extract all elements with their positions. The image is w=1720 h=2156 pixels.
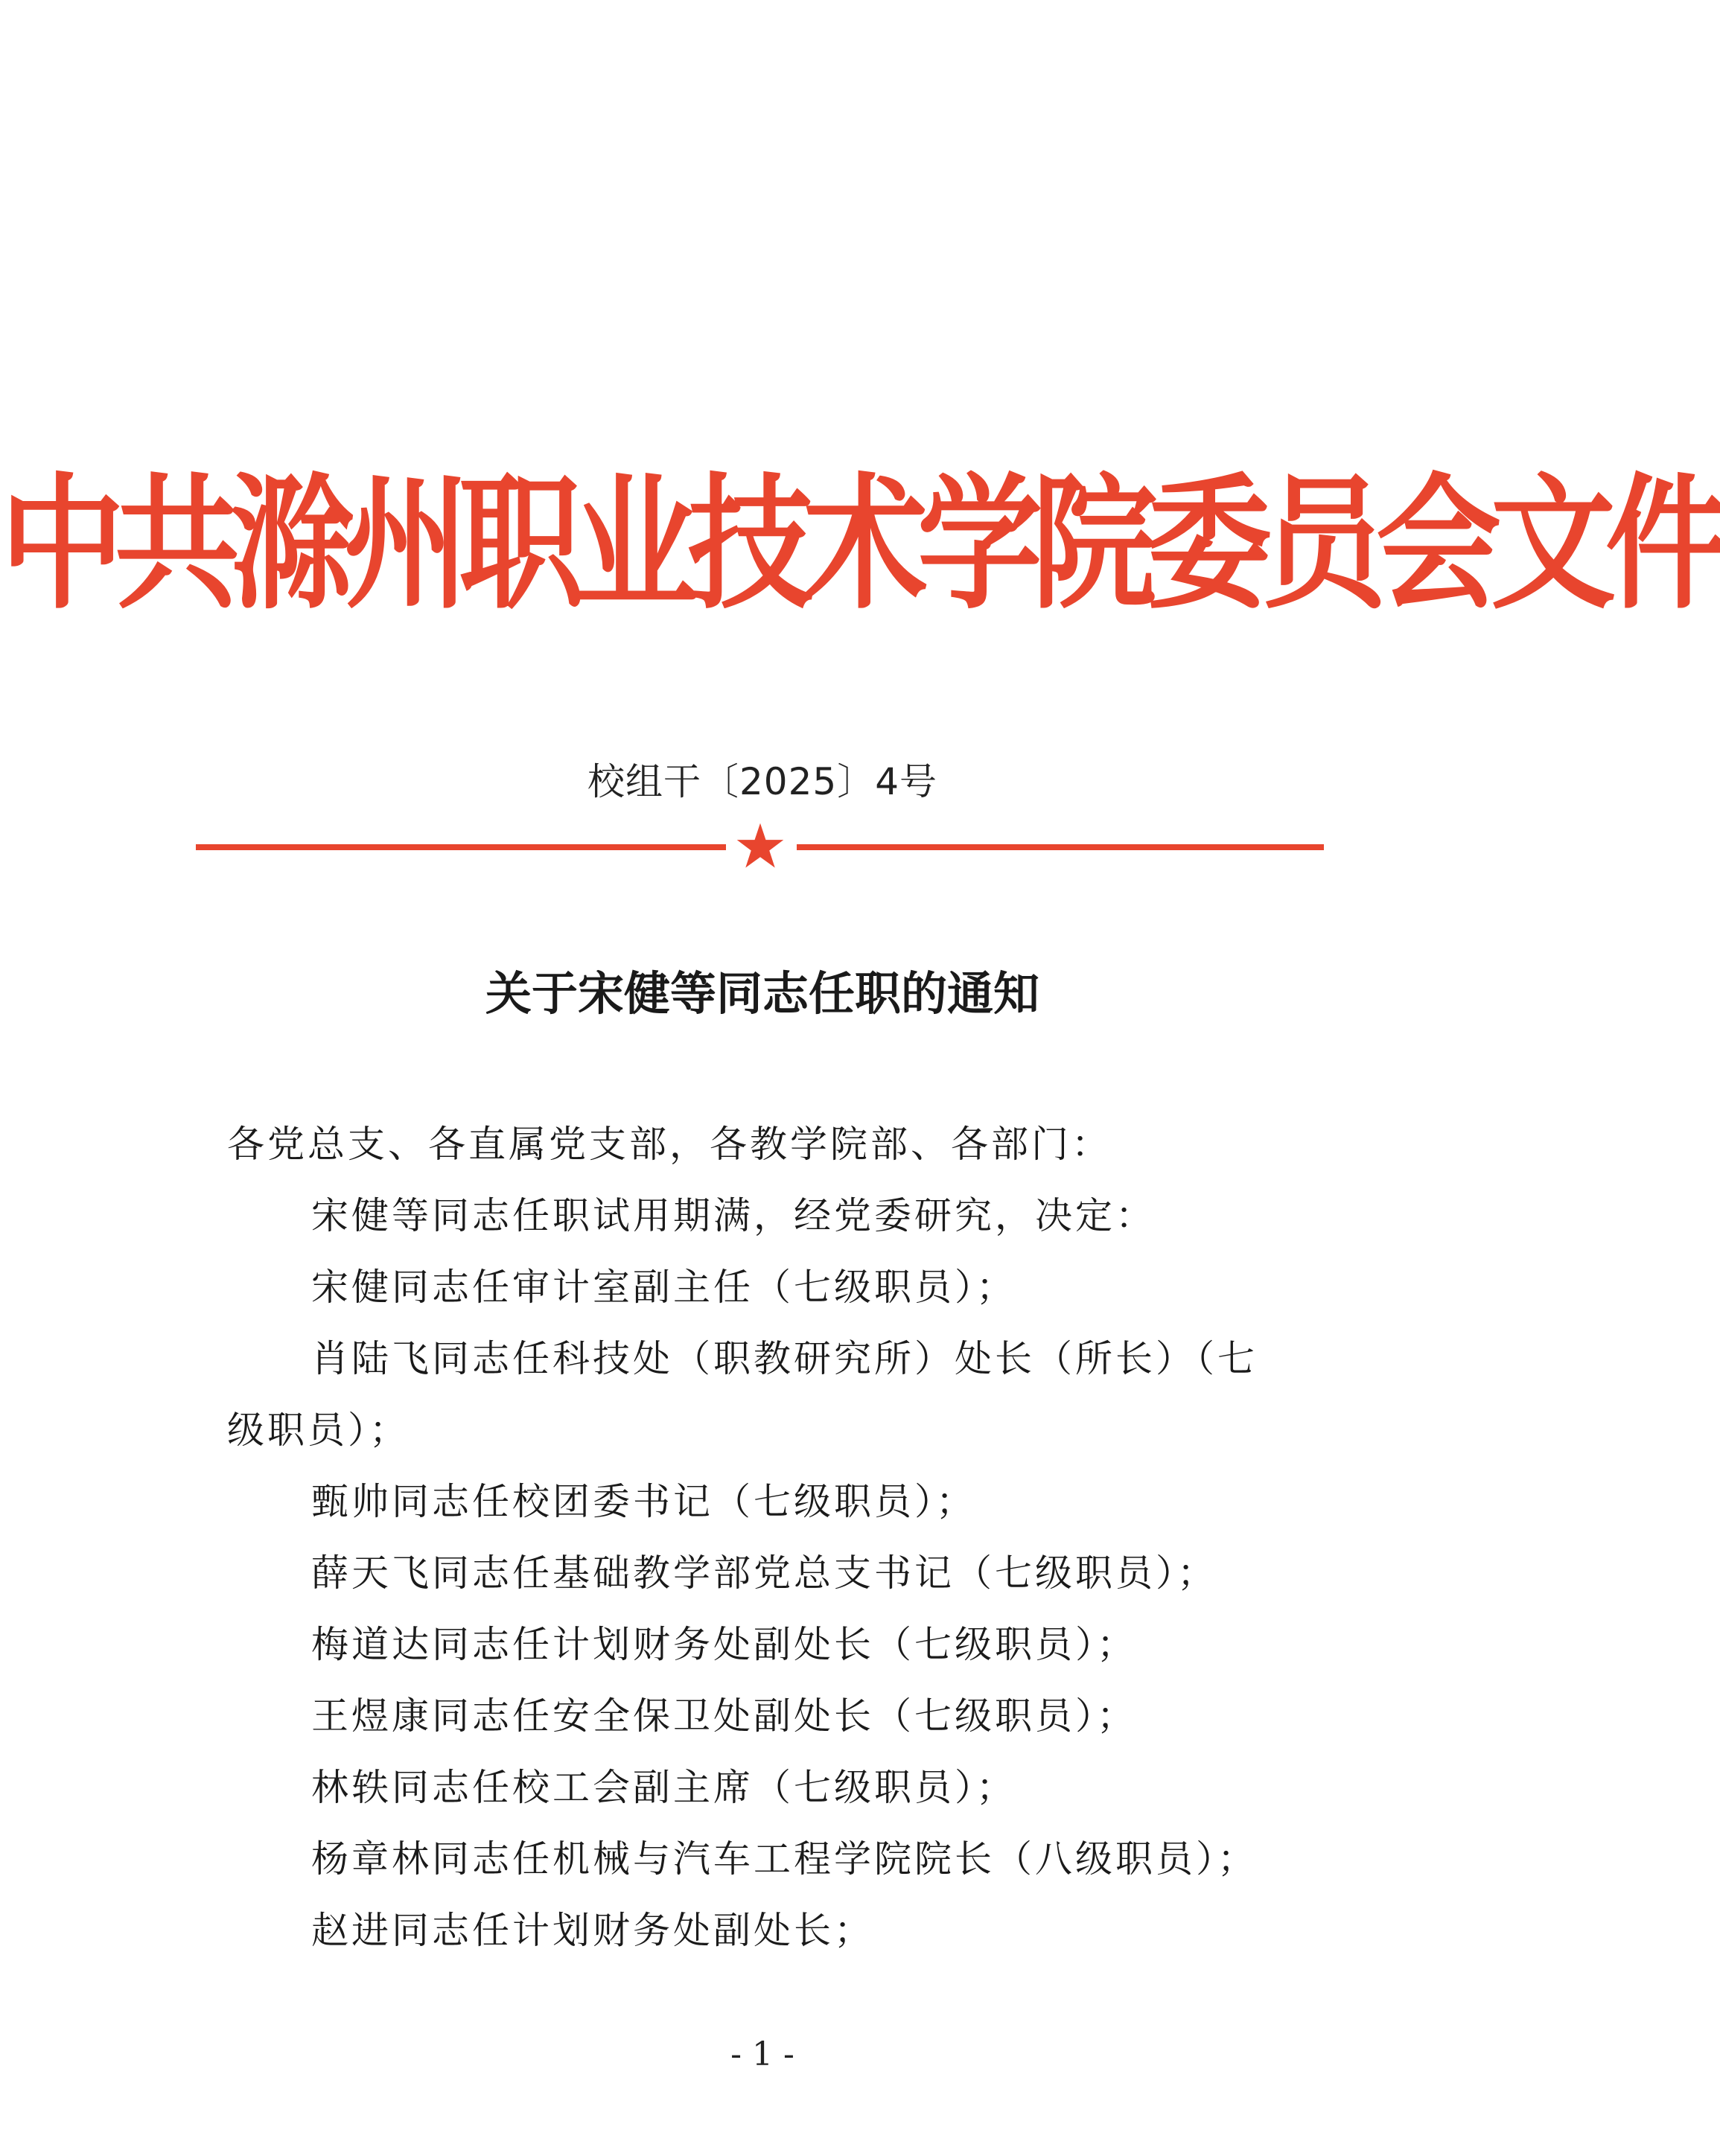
issuer-header: 中共滁州职业技术学院委员会文件: [0, 458, 1720, 629]
document-number: 校组干〔2025〕4号: [587, 760, 938, 803]
appointment-line: 甄帅同志任校团委书记（七级职员）；: [311, 1480, 976, 1523]
header-rule-right: [797, 844, 1324, 850]
appointment-line: 赵进同志任计划财务处副处长；: [311, 1909, 874, 1952]
page-number: - 1 -: [730, 2035, 794, 2073]
appointment-line: 王煜康同志任安全保卫处副处长（七级职员）；: [311, 1694, 1137, 1738]
star-icon: [735, 821, 786, 872]
appointment-line: 杨章林同志任机械与汽车工程学院院长（八级职员）；: [311, 1837, 1258, 1881]
appointment-line: 梅道达同志任计划财务处副处长（七级职员）；: [311, 1623, 1137, 1666]
document-title: 关于宋健等同志任职的通知: [485, 966, 1039, 1021]
recipients-line: 各党总支、各直属党支部，各教学院部、各部门：: [227, 1123, 1112, 1166]
appointment-line: 肖陆飞同志任科技处（职教研究所）处长（所长）（七: [311, 1337, 1258, 1380]
appointment-line: 薛天飞同志任基础教学部党总支书记（七级职员）；: [311, 1551, 1217, 1595]
appointment-line-continued: 级职员）；: [227, 1409, 410, 1452]
appointment-line: 宋健同志任审计室副主任（七级职员）；: [311, 1266, 1016, 1309]
appointment-line: 林轶同志任校工会副主席（七级职员）；: [311, 1766, 1016, 1809]
body-paragraph-line: 宋健等同志任职试用期满，经党委研究，决定：: [311, 1194, 1156, 1237]
header-rule-left: [196, 844, 726, 850]
